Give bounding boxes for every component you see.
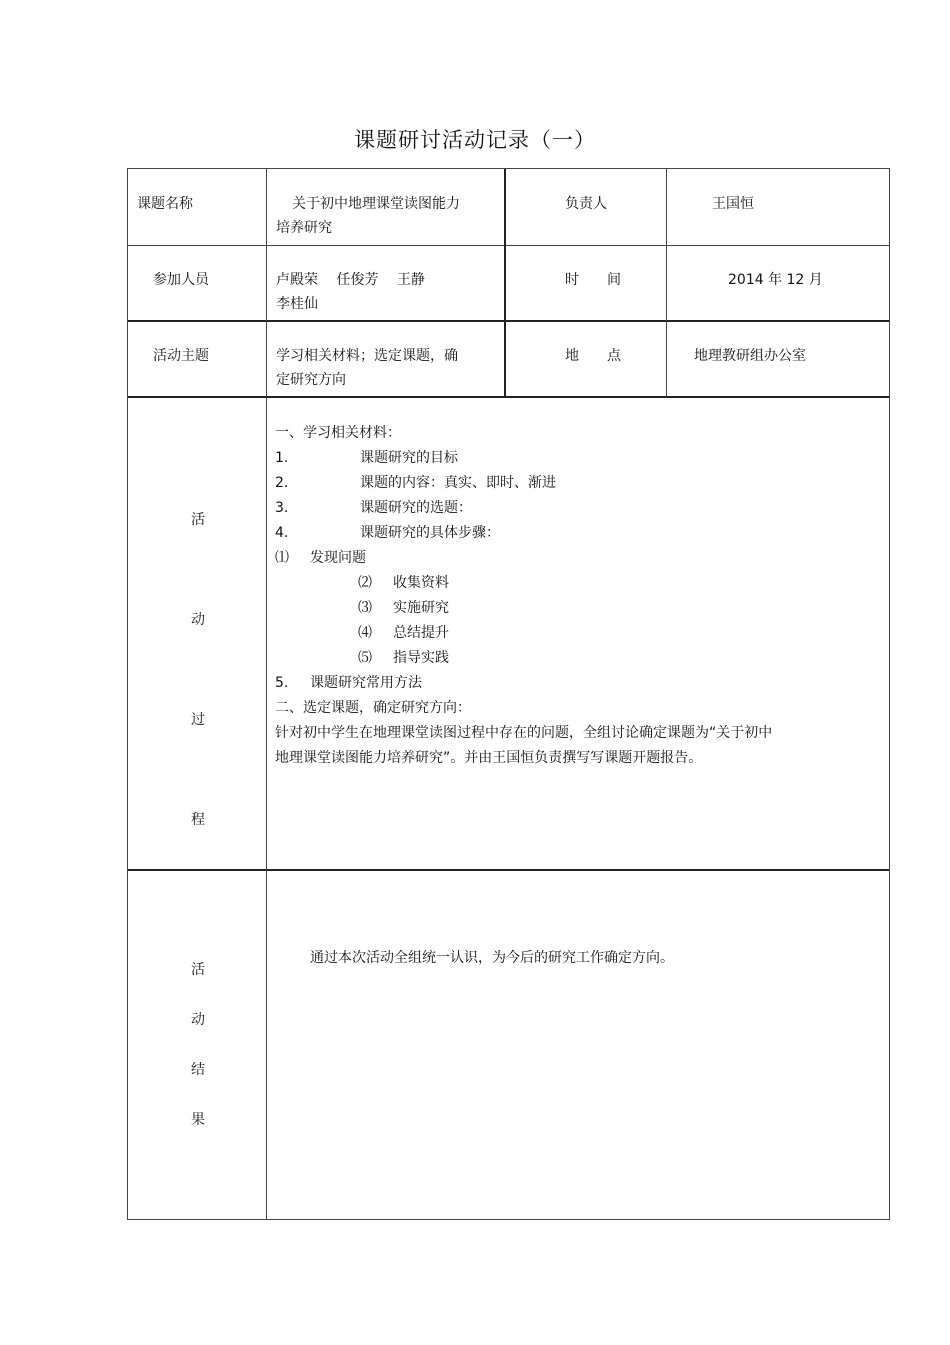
process-label-char: 过 bbox=[191, 712, 205, 728]
value-participants bbox=[276, 268, 425, 316]
item-text: 课题的内容：真实、即时、渐进 bbox=[360, 475, 556, 491]
result-label-char: 果 bbox=[191, 1112, 205, 1128]
item-text: 课题研究的目标 bbox=[360, 450, 458, 466]
record-table bbox=[127, 168, 890, 1220]
item-number: 1. bbox=[275, 450, 289, 466]
step-number: ⑶ bbox=[358, 600, 372, 616]
row-divider bbox=[128, 396, 889, 398]
row-divider bbox=[128, 245, 889, 246]
value-project-name bbox=[276, 192, 460, 240]
value-time: 2014 年 12 月 bbox=[728, 272, 823, 288]
step-number: ⑸ bbox=[358, 650, 372, 666]
row-divider bbox=[128, 320, 889, 322]
section-heading: 一、学习相关材料： bbox=[275, 425, 401, 441]
column-divider bbox=[504, 169, 506, 397]
step-text: 实施研究 bbox=[393, 600, 449, 616]
item-text: 课题研究的选题： bbox=[360, 500, 472, 516]
step-text: 收集资料 bbox=[393, 575, 449, 591]
value-theme bbox=[276, 344, 458, 392]
value-line: 学习相关材料；选定课题，确 bbox=[276, 348, 458, 364]
item-number: 2. bbox=[275, 475, 289, 491]
result-text: 通过本次活动全组统一认识，为今后的研究工作确定方向。 bbox=[310, 950, 674, 966]
process-label-char: 动 bbox=[191, 612, 205, 628]
step-text: 指导实践 bbox=[393, 650, 449, 666]
label-project-name: 课题名称 bbox=[137, 196, 193, 212]
value-line: 关于初中地理课堂读图能力 bbox=[292, 196, 460, 212]
item-number: 4. bbox=[275, 525, 289, 541]
item-number: 5. bbox=[275, 675, 289, 691]
step-text: 总结提升 bbox=[393, 625, 449, 641]
label-location: 地 点 bbox=[565, 348, 621, 364]
result-label-char: 活 bbox=[191, 962, 205, 978]
value-owner: 王国恒 bbox=[712, 196, 754, 212]
column-divider bbox=[666, 169, 667, 397]
paragraph-line: 针对初中学生在地理课堂读图过程中存在的问题，全组讨论确定课题为“关于初中 bbox=[275, 725, 773, 741]
item-number: 3. bbox=[275, 500, 289, 516]
section-heading: 二、选定课题，确定研究方向： bbox=[275, 700, 471, 716]
result-label-char: 结 bbox=[191, 1062, 205, 1078]
paragraph-line: 地理课堂读图能力培养研究”。并由王国恒负责撰写写课题开题报告。 bbox=[275, 750, 703, 766]
item-text: 课题研究的具体步骤： bbox=[360, 525, 500, 541]
item-text: 课题研究常用方法 bbox=[310, 675, 422, 691]
result-label-char: 动 bbox=[191, 1012, 205, 1028]
row-divider bbox=[128, 869, 889, 871]
column-divider bbox=[266, 169, 267, 1219]
label-owner: 负责人 bbox=[565, 196, 607, 212]
value-location: 地理教研组办公室 bbox=[694, 348, 806, 364]
value-line: 培养研究 bbox=[276, 220, 332, 236]
step-number: ⑵ bbox=[358, 575, 372, 591]
value-line: 卢殿荣 任俊芳 王静 bbox=[276, 272, 425, 288]
step-number: ⑴ bbox=[275, 550, 289, 566]
step-text: 发现问题 bbox=[310, 550, 366, 566]
page-title: 课题研讨活动记录（一） bbox=[354, 128, 596, 152]
process-label-char: 活 bbox=[191, 512, 205, 528]
value-line: 李桂仙 bbox=[276, 296, 318, 312]
step-number: ⑷ bbox=[358, 625, 372, 641]
label-participants: 参加人员 bbox=[153, 272, 209, 288]
label-theme: 活动主题 bbox=[153, 348, 209, 364]
value-line: 定研究方向 bbox=[276, 372, 346, 388]
label-time: 时 间 bbox=[565, 272, 621, 288]
process-label-char: 程 bbox=[191, 812, 205, 828]
